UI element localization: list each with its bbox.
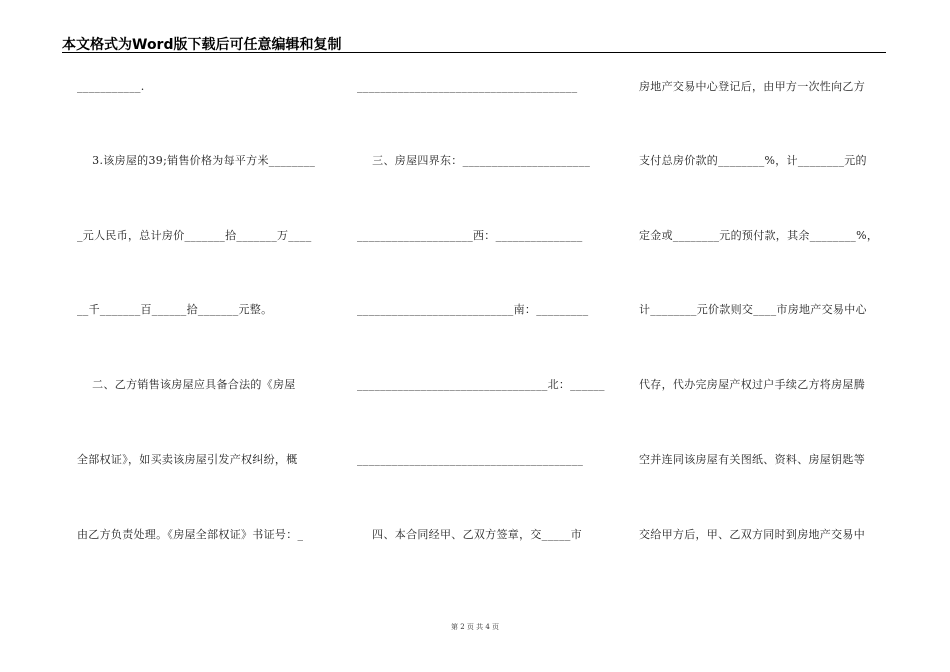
left-line-7: 由乙方负责处理。《房屋全部权证》书证号：_ [77, 528, 304, 541]
middle-line-4: ___________________________南：_________ [357, 303, 589, 316]
left-line-3: _元人民币，总计房价_______拾_______万____ [77, 229, 312, 242]
middle-line-6: _______________________________________ [357, 453, 584, 466]
right-line-3: 定金或________元的预付款，其余________%， [639, 229, 879, 242]
left-line-4: __千_______百______拾_______元整。 [77, 303, 273, 316]
right-line-6: 空并连同该房屋有关图纸、资料、房屋钥匙等 [639, 453, 865, 466]
page-number-footer: 第 2 页 共 4 页 [450, 623, 500, 631]
right-line-1: 房地产交易中心登记后，由甲方一次性向乙方 [639, 80, 865, 93]
left-line-5: 二、乙方销售该房屋应具备合法的《房屋 [77, 378, 296, 391]
right-line-7: 交给甲方后，甲、乙双方同时到房地产交易中 [639, 528, 865, 541]
middle-line-2: 三、房屋四界东：______________________ [357, 154, 591, 167]
middle-line-5: _________________________________北：______ [357, 378, 605, 391]
middle-line-7: 四、本合同经甲、乙双方签章，交_____市 [357, 528, 582, 541]
left-line-1: ___________. [77, 80, 145, 93]
middle-line-1: ______________________________________ [357, 80, 578, 93]
right-line-4: 计________元价款则交____市房地产交易中心 [639, 303, 867, 316]
left-line-2: 3.该房屋的39;销售价格为每平方米________ [77, 154, 316, 167]
right-line-5: 代存，代办完房屋产权过户手续乙方将房屋腾 [639, 378, 865, 391]
right-line-2: 支付总房价款的________%，计________元的 [639, 154, 867, 167]
document-header-title: 本文格式为Word版下载后可任意编辑和复制 [62, 37, 342, 53]
header-divider [62, 52, 886, 53]
middle-line-3: ____________________西：_______________ [357, 229, 583, 242]
left-line-6: 全部权证》，如买卖该房屋引发产权纠纷，概 [77, 453, 298, 466]
